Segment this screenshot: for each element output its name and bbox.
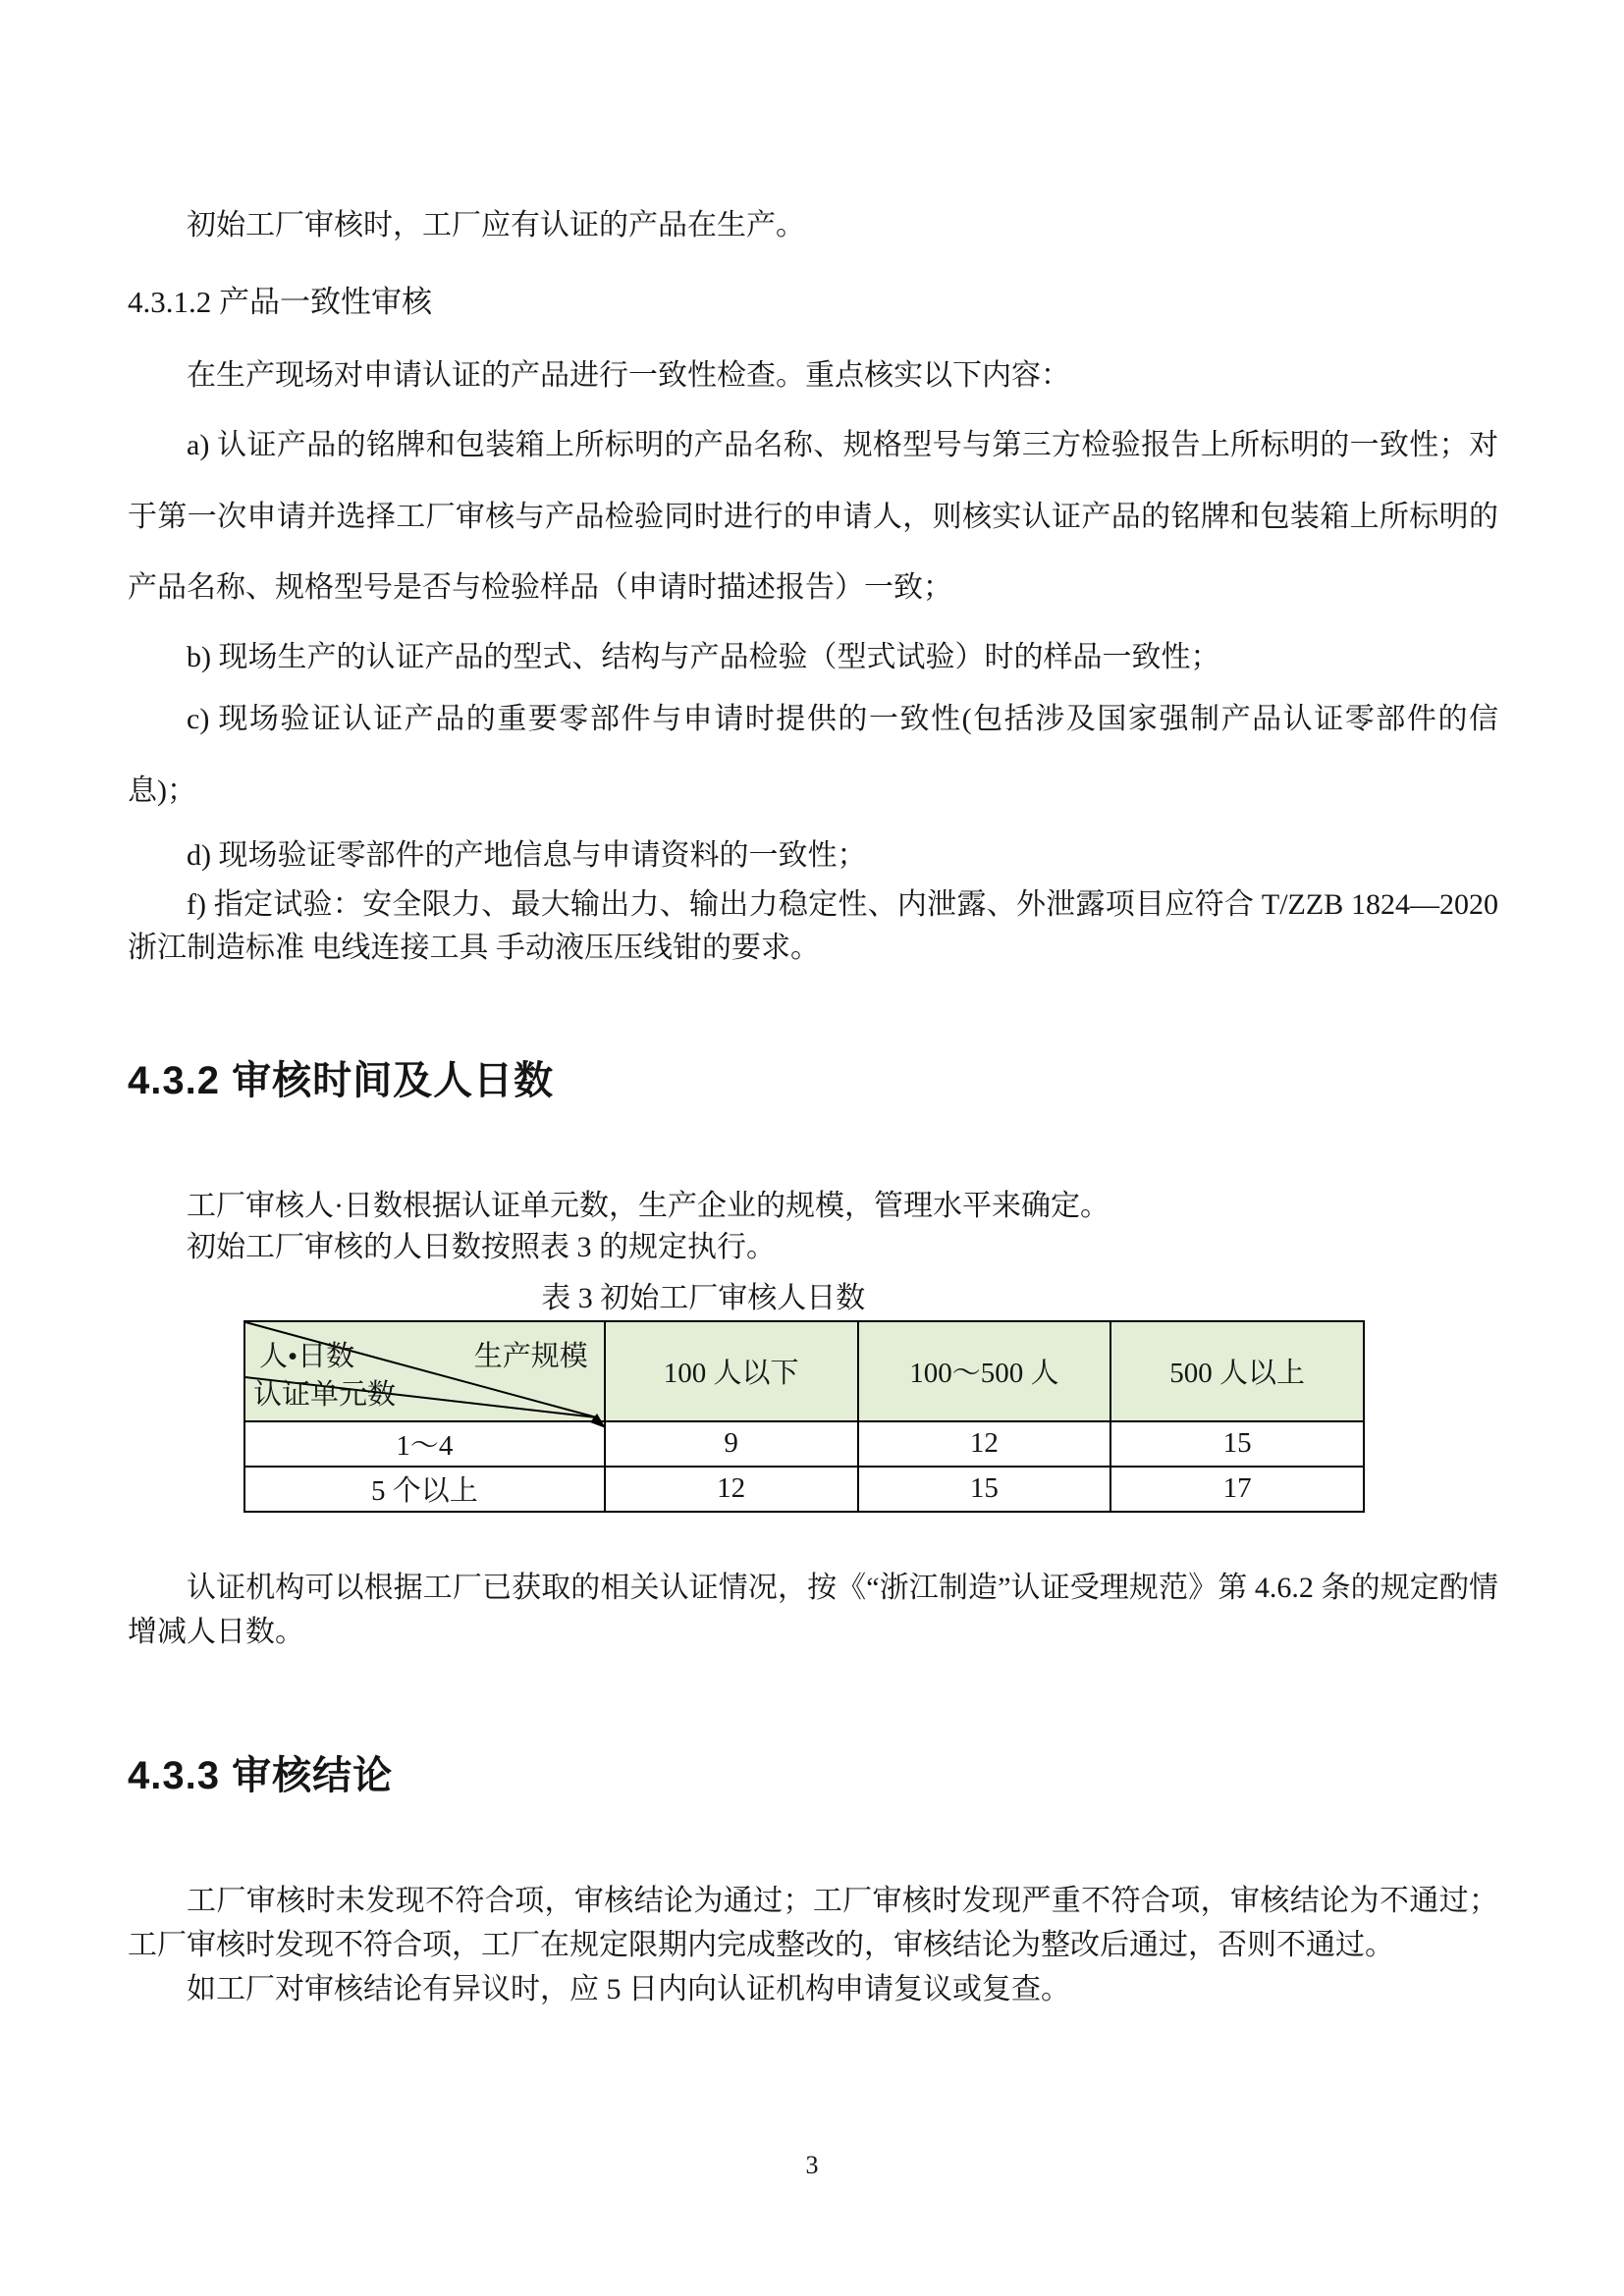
- conclusion-paragraph: 工厂审核时未发现不符合项，审核结论为通过；工厂审核时发现严重不符合项，审核结论为不通过；工厂审核时发现不符合项，工厂在规定限期内完成整改的，审核结论为整改后通过，否则不通过。: [128, 1884, 1498, 1961]
- cell-value: 12: [858, 1421, 1111, 1467]
- cell-value: 12: [605, 1467, 858, 1512]
- row-label-5-plus: 5 个以上: [244, 1467, 605, 1512]
- column-header-100-500: 100～500 人: [858, 1321, 1111, 1421]
- item-c-paragraph: c) 现场验证认证产品的重要零部件与申请时提供的一致性(包括涉及国家强制产品认证零部件的信息)；: [128, 703, 1498, 807]
- item-a-paragraph: a) 认证产品的铭牌和包装箱上所标明的产品名称、规格型号与第三方检验报告上所标明的一致性；对于第一次申请并选择工厂审核与产品检验同时进行的申请人，则核实认证产品的铭牌和包装箱上所标明的产品名称、规格型号是否与检验样品（申请时描述报告）一致；: [128, 429, 1498, 605]
- column-header-over-500: 500 人以上: [1110, 1321, 1364, 1421]
- table-row: [244, 1467, 1364, 1512]
- table-corner-cell: [244, 1321, 605, 1421]
- section-heading-432: 4.3.2 审核时间及人日数: [128, 1058, 555, 1102]
- column-header-under-100: 100 人以下: [605, 1321, 858, 1421]
- item-f-paragraph: f) 指定试验：安全限力、最大输出力、输出力稳定性、内泄露、外泄露项目应符合 T/ZZB 1824—2020 浙江制造标准 电线连接工具 手动液压压线钳的要求。: [128, 887, 1498, 965]
- audit-days-table: [244, 1320, 1365, 1513]
- audit-days-paragraph-1: 工厂审核人·日数根据认证单元数，生产企业的规模，管理水平来确定。: [187, 1189, 1110, 1222]
- cell-value: 15: [858, 1467, 1111, 1512]
- table-row: [244, 1421, 1364, 1467]
- objection-paragraph: 如工厂对审核结论有异议时，应 5 日内向认证机构申请复议或复查。: [187, 1972, 1070, 2005]
- row-label-1-4: 1～4: [244, 1421, 605, 1467]
- table-header-row: [244, 1321, 1364, 1421]
- section-heading-433: 4.3.3 审核结论: [128, 1753, 394, 1797]
- adjustment-paragraph: 认证机构可以根据工厂已获取的相关认证情况，按《“浙江制造”认证受理规范》第 4.6.2 条的规定酌情增减人日数。: [128, 1571, 1498, 1648]
- intro-paragraph: 初始工厂审核时，工厂应有认证的产品在生产。: [187, 209, 805, 241]
- cell-value: 15: [1110, 1421, 1364, 1467]
- cell-value: 9: [605, 1421, 858, 1467]
- corner-label-cert-units: 认证单元数: [253, 1378, 397, 1411]
- audit-days-table-section: [244, 1273, 1365, 1513]
- page-number: 3: [805, 2151, 819, 2179]
- consistency-intro-paragraph: 在生产现场对申请认证的产品进行一致性检查。重点核实以下内容：: [187, 358, 1070, 392]
- section-heading-4312: 4.3.1.2 产品一致性审核: [128, 284, 432, 319]
- item-b-paragraph: b) 现场生产的认证产品的型式、结构与产品检验（型式试验）时的样品一致性；: [187, 640, 1220, 673]
- cell-value: 17: [1110, 1467, 1364, 1512]
- item-d-paragraph: d) 现场验证零部件的产地信息与申请资料的一致性；: [187, 839, 867, 873]
- audit-days-paragraph-2: 初始工厂审核的人日数按照表 3 的规定执行。: [187, 1231, 776, 1264]
- table-caption: 表 3 初始工厂审核人日数: [541, 1281, 866, 1314]
- diagonal-arrow-icon: [582, 1405, 608, 1430]
- corner-label-person-days: 人•日数: [259, 1340, 355, 1372]
- corner-label-production-scale: 生产规模: [473, 1340, 588, 1372]
- document-content: [128, 0, 1498, 2011]
